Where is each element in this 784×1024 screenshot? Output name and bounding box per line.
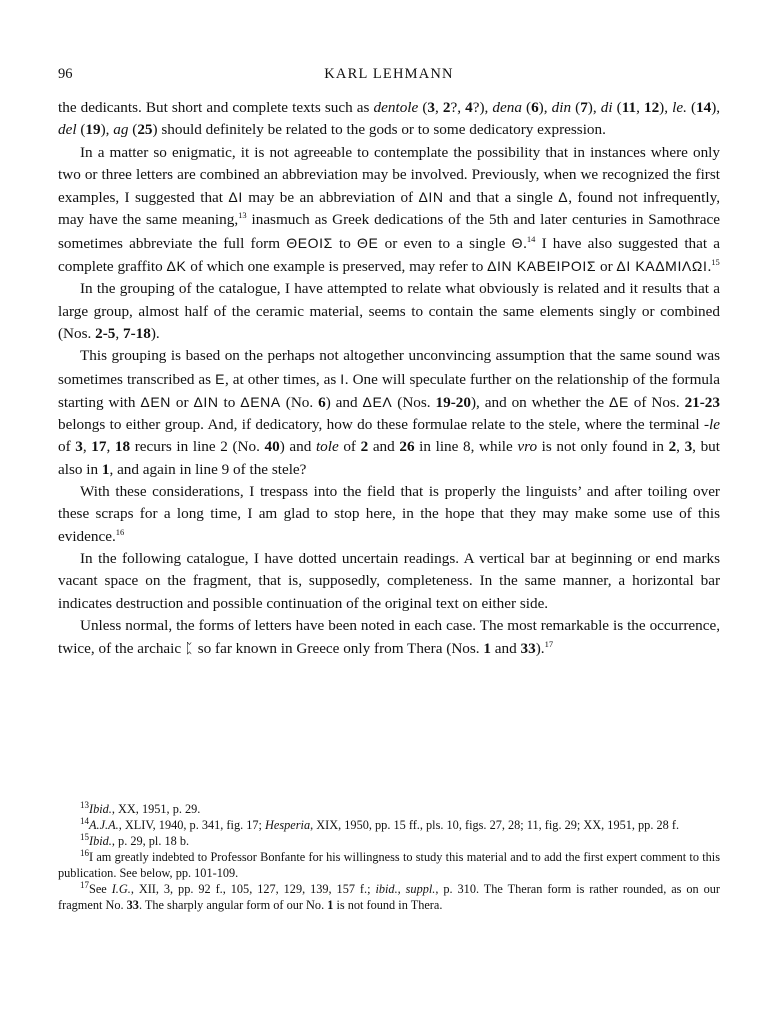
item-number: 6 — [318, 393, 326, 411]
italic-word: ibid., suppl. — [375, 882, 436, 896]
item-number: 6 — [531, 99, 539, 116]
text: (Nos. — [392, 393, 436, 411]
item-number: 3 — [427, 99, 435, 116]
text: to — [332, 234, 358, 252]
italic-word: ag — [113, 121, 129, 139]
text: . — [523, 234, 527, 252]
text: , and again in line 9 of the stele? — [109, 460, 307, 478]
item-number: 18 — [114, 438, 131, 456]
paragraph-3 — [58, 278, 720, 345]
text: , — [676, 438, 685, 456]
text: of — [58, 438, 76, 456]
italic-word: Hesperia — [265, 818, 311, 832]
item-number: 33 — [126, 898, 139, 912]
text: . — [707, 258, 712, 276]
item-number: 12 — [643, 99, 660, 116]
text: , XII, 3, pp. 92 f., 105, 127, 129, 139, 157 f.; — [130, 882, 376, 896]
item-number: 1 — [483, 640, 491, 658]
item-number: 2 — [360, 438, 369, 456]
greek-letters: ΘΕ — [357, 234, 379, 251]
text: ?), — [472, 99, 493, 116]
text: This grouping is based on the perhaps not altogether unconvincing assumption that the same sound was sometimes transcribed as — [58, 347, 720, 388]
text: or — [171, 393, 194, 411]
item-number: 26 — [399, 438, 415, 456]
text: of which one example is preserved, may refer to — [186, 258, 488, 276]
paragraph-7 — [58, 615, 720, 661]
text: , but also in — [58, 438, 720, 478]
item-number: 17 — [91, 438, 107, 456]
text: ). — [150, 324, 160, 342]
greek-letters: ΔΚ — [166, 258, 187, 275]
text: With these considerations, I trespass into the field that is properly the linguists’ and after toiling over these scraps for a long time, I am glad to stop here, in the hope that they may make some use of this evidence. — [58, 483, 720, 545]
page-number: 96 — [58, 66, 73, 82]
item-number: 2-5 — [95, 324, 116, 342]
item-number: 2 — [442, 99, 451, 116]
text: inasmuch as Greek dedications of the 5th and later centuries in Samothrace sometimes abbreviate the full form — [58, 211, 720, 252]
text: ) and — [325, 393, 363, 411]
running-head: KARL LEHMANN — [324, 66, 454, 82]
item-number: 3 — [75, 438, 83, 456]
text: ( — [686, 99, 697, 116]
greek-letters: Δ — [558, 189, 569, 206]
greek-letters: Ε — [215, 370, 226, 387]
footnote-ref[interactable]: 17 — [544, 639, 554, 650]
italic-word: Ibid. — [89, 802, 112, 816]
text: ), — [100, 121, 114, 139]
footnotes — [58, 801, 720, 913]
italic-word: I.G. — [111, 882, 131, 896]
item-number: 14 — [696, 99, 712, 116]
item-number: 2 — [668, 438, 677, 456]
text: ), and on whether the — [470, 393, 609, 411]
italic-word: dentole — [373, 99, 419, 116]
paragraph-6 — [58, 548, 720, 615]
italic-word: din — [551, 99, 572, 116]
footnote-16 — [58, 849, 720, 881]
paragraph-2 — [58, 142, 720, 279]
text: ), — [587, 99, 601, 116]
paragraph-5 — [58, 481, 720, 548]
text: so far known in Greece only from Thera (Nos. — [193, 640, 484, 658]
greek-letters: Ι — [340, 370, 345, 387]
text: In a matter so enigmatic, it is not agreeable to contemplate the possibility that in instances where only two or three letters are combined an abbreviation may be involved. Previously, when we recognized the first examples, I suggested that — [58, 143, 720, 207]
text: and that a single — [443, 189, 559, 207]
footnote-mark: 17 — [80, 880, 89, 890]
greek-letters: ΔΙΝ — [418, 189, 444, 206]
text: belongs to either group. And, if dedicatory, how do these formulae relate to the stele, where the terminal — [58, 416, 704, 434]
greek-letters: ΔΙ — [228, 189, 243, 206]
text: , XX, 1951, p. 29. — [111, 802, 201, 816]
text: ( — [418, 99, 428, 116]
text: ). — [535, 640, 545, 658]
greek-letters: ΔΕΝΑ — [240, 393, 281, 410]
italic-word: del — [58, 121, 77, 139]
italic-word: Ibid. — [89, 834, 112, 848]
footnote-15 — [58, 833, 720, 849]
item-number: 7 — [580, 99, 588, 116]
text: , — [636, 99, 644, 116]
text: ( — [612, 99, 622, 116]
item-number: 1 — [101, 460, 110, 478]
text: ( — [76, 121, 86, 139]
text: , — [106, 438, 115, 456]
footnote-ref[interactable]: 14 — [526, 233, 536, 244]
text: ( — [128, 121, 138, 139]
page-header — [58, 66, 720, 86]
greek-letters: ΔΕΛ — [362, 393, 393, 410]
text: to — [218, 393, 241, 411]
footnote-mark: 16 — [80, 848, 89, 858]
greek-letters: ΘΕΟΙΣ — [286, 234, 333, 251]
footnote-mark: 14 — [80, 816, 89, 826]
text: recurs in line 2 (No. — [130, 438, 265, 456]
item-number: 3 — [684, 438, 693, 456]
text: the dedicants. But short and complete texts such as — [58, 99, 374, 116]
text: , — [115, 324, 123, 342]
item-number: 1 — [327, 898, 334, 912]
text: , at other times, as — [225, 370, 341, 388]
footnote-13 — [58, 801, 720, 817]
greek-letters: ΔΕΝ — [140, 393, 171, 410]
footnote-ref[interactable]: 16 — [115, 526, 125, 537]
italic-word: -le — [703, 416, 720, 434]
text: ) and — [279, 438, 316, 456]
page — [58, 0, 720, 1024]
text: and — [490, 640, 521, 658]
text: ?, — [450, 99, 466, 116]
text: (No. — [280, 393, 319, 411]
text: ) should definitely be related to the gods or to some dedicatory expression. — [152, 121, 606, 139]
italic-word: di — [600, 99, 613, 116]
text: ( — [571, 99, 581, 116]
italic-word: dena — [492, 99, 522, 116]
text: , p. 29, pl. 18 b. — [111, 834, 190, 848]
text: , — [435, 99, 443, 116]
text: , — [82, 438, 92, 456]
italic-word: le. — [672, 99, 687, 116]
text: in line 8, while — [414, 438, 518, 456]
text: and — [368, 438, 400, 456]
greek-letters: Θ — [511, 234, 524, 251]
text: is not only found in — [537, 438, 669, 456]
item-number: 19-20 — [435, 393, 471, 411]
text: , XIX, 1950, pp. 15 ff., pls. 10, figs. 27, 28; 11, fig. 29; XX, 1951, pp. 28 f. — [310, 818, 680, 832]
greek-letters: ΔΙΝ ΚΑΒΕΙΡΟΙΣ — [487, 258, 597, 275]
item-number: 4 — [465, 99, 473, 116]
item-number: 33 — [520, 640, 536, 658]
text: ), — [659, 99, 673, 116]
item-number: 7-18 — [122, 324, 151, 342]
text: I have also suggested that a complete graffito — [58, 234, 720, 276]
footnote-ref[interactable]: 15 — [711, 257, 720, 268]
text: or even to a single — [378, 234, 512, 252]
paragraph-4 — [58, 345, 720, 481]
text: is not found in Thera. — [333, 898, 443, 912]
text: In the grouping of the catalogue, I have attempted to relate what obviously is related and it results that a large group, almost half of the ceramic material, seems to contain the same elements singly or combined (Nos. — [58, 280, 720, 342]
text: I am greatly indebted to Professor Bonfante for his willingness to study this material and to add the first expert comment to this publication. See below, pp. 101-109. — [58, 850, 720, 880]
text: of — [338, 438, 361, 456]
footnote-mark: 15 — [80, 832, 89, 842]
text: ), — [538, 99, 552, 116]
footnote-ref[interactable]: 13 — [238, 210, 247, 221]
greek-letters: ΔΕ — [609, 393, 629, 410]
text: See — [89, 882, 112, 896]
text: . The sharply angular form of our No. — [138, 898, 328, 912]
item-number: 40 — [264, 438, 280, 456]
text: . One will speculate further on the relationship of the formula starting with — [58, 370, 720, 411]
text: ), — [711, 99, 721, 116]
greek-letters: ΔΙΝ — [193, 393, 219, 410]
italic-word: A.J.A. — [89, 818, 119, 832]
item-number: 21-23 — [684, 393, 720, 411]
archaic-letter: ᛈ — [184, 640, 194, 657]
italic-word: tole — [315, 438, 339, 456]
item-number: 25 — [137, 121, 153, 139]
text: , found not infrequently, may have the same meaning, — [58, 189, 720, 229]
text: , p. 310. The Theran form is rather rounded, as on our fragment No. — [58, 882, 720, 912]
text: or — [596, 258, 617, 276]
italic-word: vro — [517, 438, 538, 456]
footnote-14 — [58, 817, 720, 833]
item-number: 11 — [621, 99, 637, 116]
footnote-mark: 13 — [80, 800, 89, 810]
greek-letters: ΔΙ ΚΑΔΜΙΛΩΙ — [616, 258, 708, 275]
text: Unless normal, the forms of letters have been noted in each case. The most remarkable is the occurrence, twice, of the archaic — [58, 616, 720, 658]
paragraph-1 — [58, 97, 720, 142]
item-number: 19 — [85, 121, 101, 139]
text: , XLIV, 1940, p. 341, fig. 17; — [118, 818, 266, 832]
text: may be an abbreviation of — [242, 189, 419, 207]
text: ( — [521, 99, 532, 116]
text: of Nos. — [628, 393, 685, 411]
body-text — [58, 97, 720, 660]
footnote-17 — [58, 881, 720, 913]
text: In the following catalogue, I have dotted uncertain readings. A vertical bar at beginning or end marks vacant space on the fragment, that is, supposedly, completeness. In the same manner, a horizontal bar indicates destruction and possible continuation of the original text on either side. — [58, 549, 720, 612]
